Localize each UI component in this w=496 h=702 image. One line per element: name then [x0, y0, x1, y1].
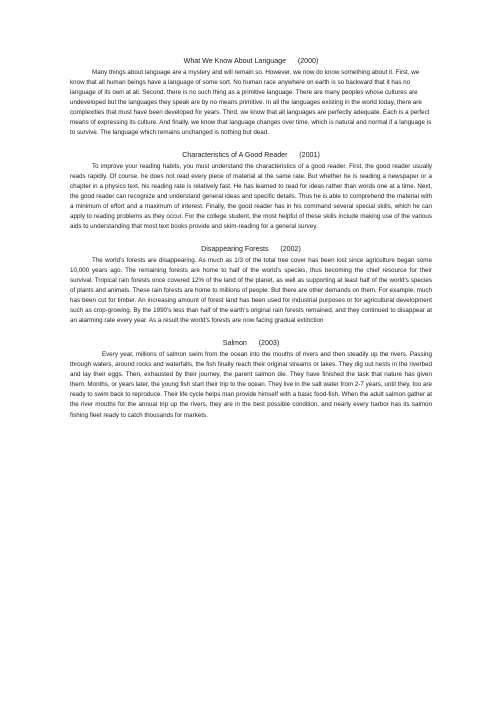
- essay-body: To improve your reading habits, you must understand the characteristics of a good reader. First, the good reader usually reads rapidly. Of course, he does not read every piece of material at the same rate. But whether he is reading a newspaper or a chapter in a physics text, his reading rate is relatively fast. He has learned to read for ideas rather than words one at a time. Next, the good reader can recognize and understand general ideas and specific details. Thus he is able to comprehend the material with a minimum of effort and a maximum of interest. Finally, the good reader has in his command several special skills, which he can apply to reading problems as they occur. For the college student, the most helpful of these skills include making use of the various aids to understanding that most text books provide and skim-reading for a general survey.: [70, 162, 432, 231]
- essay-heading: [70, 338, 432, 348]
- essay-section-good-reader: [70, 150, 432, 232]
- essay-section-forests: [70, 244, 432, 326]
- essay-title: What We Know About Language: [183, 57, 287, 65]
- essay-section-salmon: [70, 338, 432, 420]
- essay-title: Disappearing Forests: [201, 245, 269, 254]
- essay-title: Salmon: [222, 339, 247, 348]
- essay-heading: [70, 244, 432, 254]
- essay-body: Many things about language are a mystery and will remain so. However, we now do know something about it. First, we know that all human beings have a language of some sort. No human race anywhere on earth is so backward that it has no language of its own at all. Second, there is no such thing as a primitive language. There are many peoples whose cultures are undeveloped but the languages they speak are by no means primitive. In all the languages existing in the world today, there are complexities that must have been developed for years. Third, we know that all languages are perfectly adequate. Each is a perfect means of expressing its culture. And finally, we know that language changes over time, which is natural and normal if a language is to survive. The language which remains unchanged is nothing but dead.: [70, 68, 432, 137]
- essay-heading: [70, 150, 432, 160]
- essay-year: (2002): [280, 245, 301, 254]
- document-content: [70, 56, 432, 433]
- essay-title: Characteristics of A Good Reader: [182, 151, 288, 160]
- essay-year: (2001): [299, 151, 320, 160]
- essay-section-language: [70, 56, 432, 138]
- essay-body: The world’s forests are disappearing. As much as 1/3 of the total tree cover has been lost since agriculture began some 10,000 years ago. The remaining forests are home to half of the world’s species, thus becoming the chief resource for their survival. Tropical rain forests once covered 12% of the land of the planet, as well as supporting at least half of the world’s species of plants and animals. These rain forests are home to millions of people. But there are other demands on them. For example, much has been cut for timber. An increasing amount of forest land has been used for industrial purposes or for agricultural development such as crop-growing. By the 1990’s less than half of the earth’s original rain forests remained, and they continued to disappear at an alarming rate every year. As a result the world’s forests are now facing gradual extinction: [70, 256, 432, 325]
- essay-body: Every year, millions of salmon swim from the ocean into the mouths of rivers and then steadily up the rivers. Passing through waters, around rocks and waterfalls, the fish finally reach their original streams or lakes. They dig out nests in the riverbed and lay their eggs. Then, exhausted by their journey, the parent salmon die. They have finished the task that nature has given them. Months, or years later, the young fish start their trip to the ocean. They live in the salt water from 2-7 years, until they, too are ready to swim back to reproduce. Their life cycle helps man provide himself with a basic food-fish. When the adult salmon gather at the river mouths for the annual trip up the rivers, they are in the best possible condition, and nearly every harbor has its salmon fishing fleet ready to catch thousands for markets.: [70, 350, 432, 419]
- essay-year: (2003): [258, 339, 280, 348]
- essay-year: (2000): [297, 57, 319, 65]
- essay-heading: [70, 56, 432, 66]
